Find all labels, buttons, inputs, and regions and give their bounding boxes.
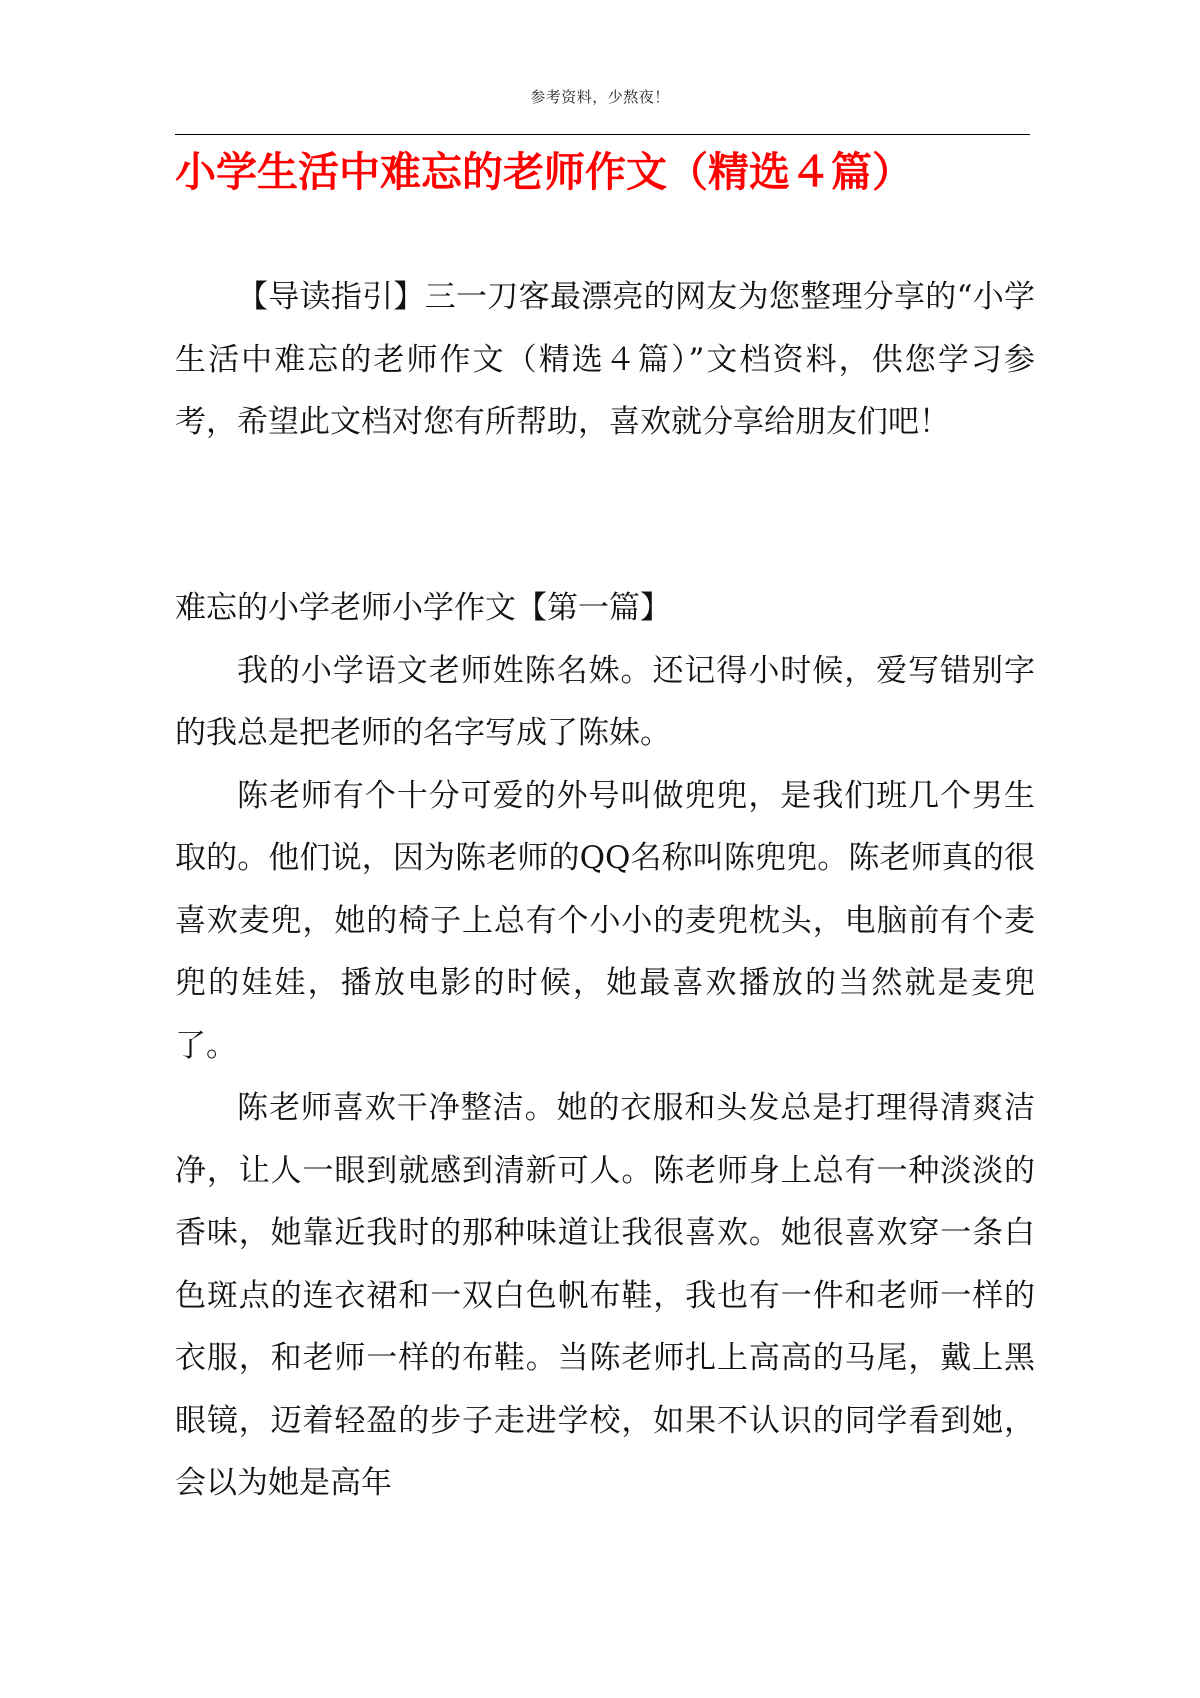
intro-block [175,266,1035,454]
section-heading: 难忘的小学老师小学作文【第一篇】 [175,590,671,626]
body-paragraph: 陈老师有个十分可爱的外号叫做兜兜，是我们班几个男生取的。他们说，因为陈老师的QQ名称叫陈兜兜。陈老师真的很喜欢麦兜，她的椅子上总有个小小的麦兜枕头，电脑前有个麦兜的娃娃，播放电影的时候，她最喜欢播放的当然就是麦兜了。 [175,777,1035,1064]
intro-paragraph: 【导读指引】三一刀客最漂亮的网友为您整理分享的“小学生活中难忘的老师作文（精选４篇）”文档资料，供您学习参考，希望此文档对您有所帮助，喜欢就分享给朋友们吧！ [175,279,1035,440]
header-divider [175,134,1030,135]
body-paragraph: 我的小学语文老师姓陈名姝。还记得小时候，爱写错别字的我总是把老师的名字写成了陈妹。 [175,652,1035,751]
body-paragraph: 陈老师喜欢干净整洁。她的衣服和头发总是打理得清爽洁净，让人一眼到就感到清新可人。陈老师身上总有一种淡淡的香味，她靠近我时的那种味道让我很喜欢。她很喜欢穿一条白色斑点的连衣裙和一双白色帆布鞋，我也有一件和老师一样的衣服，和老师一样的布鞋。当陈老师扎上高高的马尾，戴上黑眼镜，迈着轻盈的步子走进学校，如果不认识的同学看到她，会以为她是高年 [175,1090,1035,1501]
document-title: 小学生活中难忘的老师作文（精选４篇） [175,148,913,196]
page-header-note: 参考资料，少熬夜！ [530,88,670,106]
essay-body [175,577,1035,1515]
